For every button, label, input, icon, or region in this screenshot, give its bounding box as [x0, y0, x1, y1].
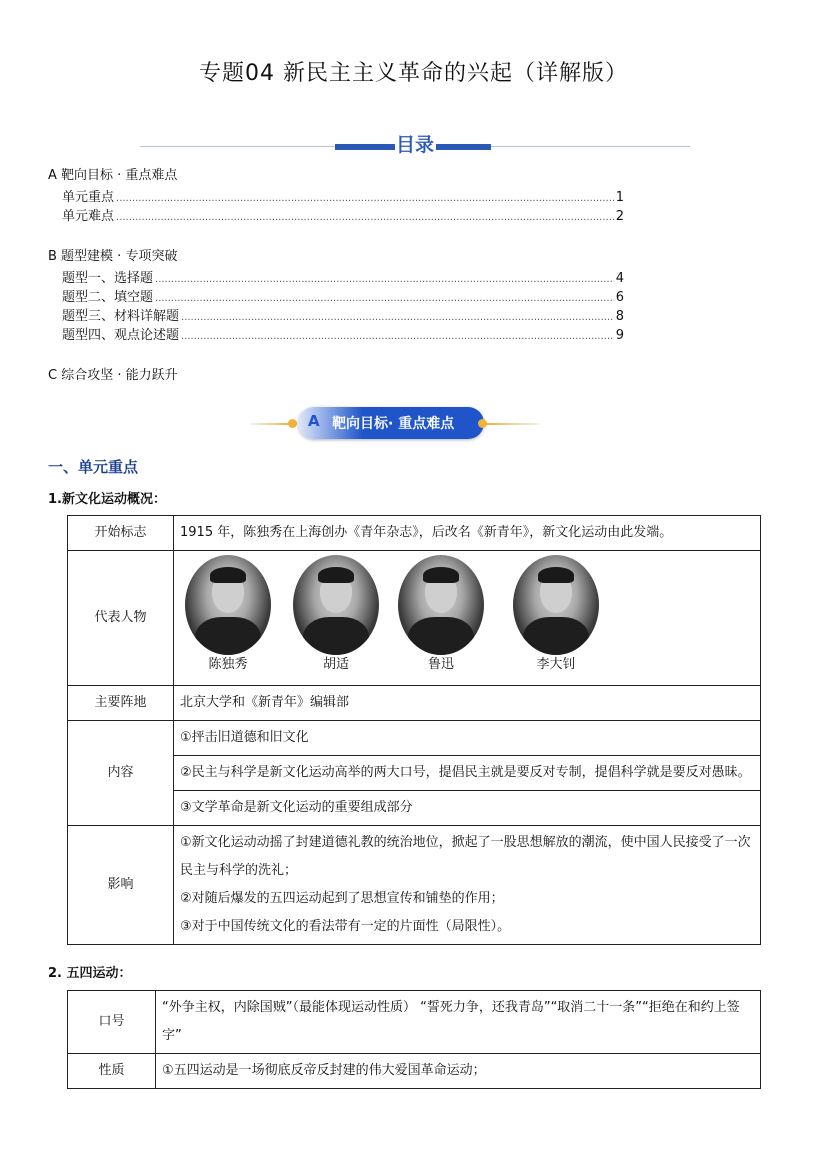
banner-dot-left	[288, 419, 297, 428]
banner-text: 靶向目标· 重点难点	[332, 416, 455, 432]
toc-item-page: 9	[615, 328, 624, 343]
toc-item-label: 题型三、材料详解题	[62, 309, 180, 324]
impact-line: ①新文化运动动摇了封建道德礼教的统治地位，掀起了一股思想解放的潮流，使中国人民接受了一次民主与科学的洗礼；	[180, 835, 751, 878]
portrait-li-dazhao	[510, 555, 602, 673]
portrait-caption: 鲁迅	[427, 657, 454, 672]
table-row	[68, 1054, 761, 1089]
banner-wing-right	[486, 423, 540, 425]
toc-item-page: 6	[615, 290, 624, 305]
cell-key: 主要阵地	[68, 686, 174, 721]
portrait-photo	[398, 555, 484, 655]
portrait-photo	[185, 555, 271, 655]
toc-item-label: 单元重点	[62, 190, 115, 205]
section-banner	[250, 406, 540, 442]
cell-portraits	[174, 551, 761, 686]
toc-title: 目录	[395, 134, 434, 156]
banner-wing-left	[250, 423, 290, 425]
toc-item-label: 单元难点	[62, 209, 115, 224]
toc-item[interactable]	[62, 267, 624, 286]
toc-item-page: 8	[615, 309, 624, 324]
table-row	[68, 991, 761, 1054]
toc-section-b[interactable]: B 题型建模 · 专项突破	[48, 249, 178, 264]
toc-leader	[181, 328, 614, 343]
portrait-hu-shi	[290, 555, 382, 673]
cell-key: 口号	[68, 991, 156, 1054]
toc-heading	[140, 130, 690, 156]
cell-value: 北京大学和《新青年》编辑部	[174, 686, 761, 721]
toc-item-label: 题型四、观点论述题	[62, 328, 180, 343]
toc-item[interactable]	[62, 186, 624, 205]
table-row	[68, 686, 761, 721]
cell-key: 内容	[68, 721, 174, 826]
portrait-photo	[293, 555, 379, 655]
cell-value: “外争主权，内除国贼”（最能体现运动性质） “誓死力争，还我青岛”“取消二十一条”“拒绝在和约上签字”	[156, 991, 761, 1054]
portrait-caption: 胡适	[322, 657, 349, 672]
toc-leader	[155, 271, 614, 286]
portrait-caption: 陈独秀	[208, 657, 248, 672]
toc-leader	[116, 190, 614, 205]
portrait-photo	[513, 555, 599, 655]
toc-leader	[116, 209, 614, 224]
toc-item[interactable]	[62, 286, 624, 305]
cell-value: ①五四运动是一场彻底反帝反封建的伟大爱国革命运动；	[156, 1054, 761, 1089]
cell-key: 代表人物	[68, 551, 174, 686]
portrait-caption: 李大钊	[536, 657, 576, 672]
cell-value: ②民主与科学是新文化运动高举的两大口号，提倡民主就是要反对专制，提倡科学就是要反对愚昧。	[174, 756, 761, 791]
toc-section-c[interactable]: C 综合攻坚 · 能力跃升	[48, 368, 178, 383]
toc-section-a[interactable]: A 靶向目标 · 重点难点	[48, 168, 178, 183]
toc-leader	[181, 309, 614, 324]
portrait-chen-duxiu	[182, 555, 274, 673]
may-fourth-table	[67, 990, 761, 1089]
table-row	[68, 721, 761, 756]
toc-leader	[155, 290, 614, 305]
toc-item-label: 题型二、填空题	[62, 290, 154, 305]
table-row	[68, 516, 761, 551]
cell-key: 性质	[68, 1054, 156, 1089]
cell-key: 开始标志	[68, 516, 174, 551]
cell-value: ①抨击旧道德和旧文化	[174, 721, 761, 756]
section-heading: 一、单元重点	[48, 458, 139, 476]
toc-item[interactable]	[62, 305, 624, 324]
toc-item-label: 题型一、选择题	[62, 271, 154, 286]
new-culture-table	[67, 515, 761, 945]
subheading-new-culture: 1.新文化运动概况：	[48, 492, 166, 507]
subheading-may-fourth: 2. 五四运动：	[48, 966, 132, 981]
cell-value: ③文学革命是新文化运动的重要组成部分	[174, 791, 761, 826]
cell-value: 1915 年，陈独秀在上海创办《青年杂志》，后改名《新青年》，新文化运动由此发端。	[174, 516, 761, 551]
toc-item-page: 2	[615, 209, 624, 224]
toc-item-page: 1	[615, 190, 624, 205]
portrait-lu-xun	[395, 555, 487, 673]
toc-item[interactable]	[62, 324, 624, 343]
toc-item[interactable]	[62, 205, 624, 224]
toc-item-page: 4	[615, 271, 624, 286]
table-row	[68, 826, 761, 945]
cell-value	[174, 826, 761, 945]
impact-line: ③对于中国传统文化的看法带有一定的片面性（局限性）。	[180, 919, 511, 934]
page-title: 专题04 新民主主义革命的兴起（详解版）	[199, 61, 628, 86]
impact-line: ②对随后爆发的五四运动起到了思想宣传和铺垫的作用；	[180, 891, 504, 906]
banner-letter: A	[308, 412, 320, 430]
table-row	[68, 551, 761, 686]
cell-key: 影响	[68, 826, 174, 945]
